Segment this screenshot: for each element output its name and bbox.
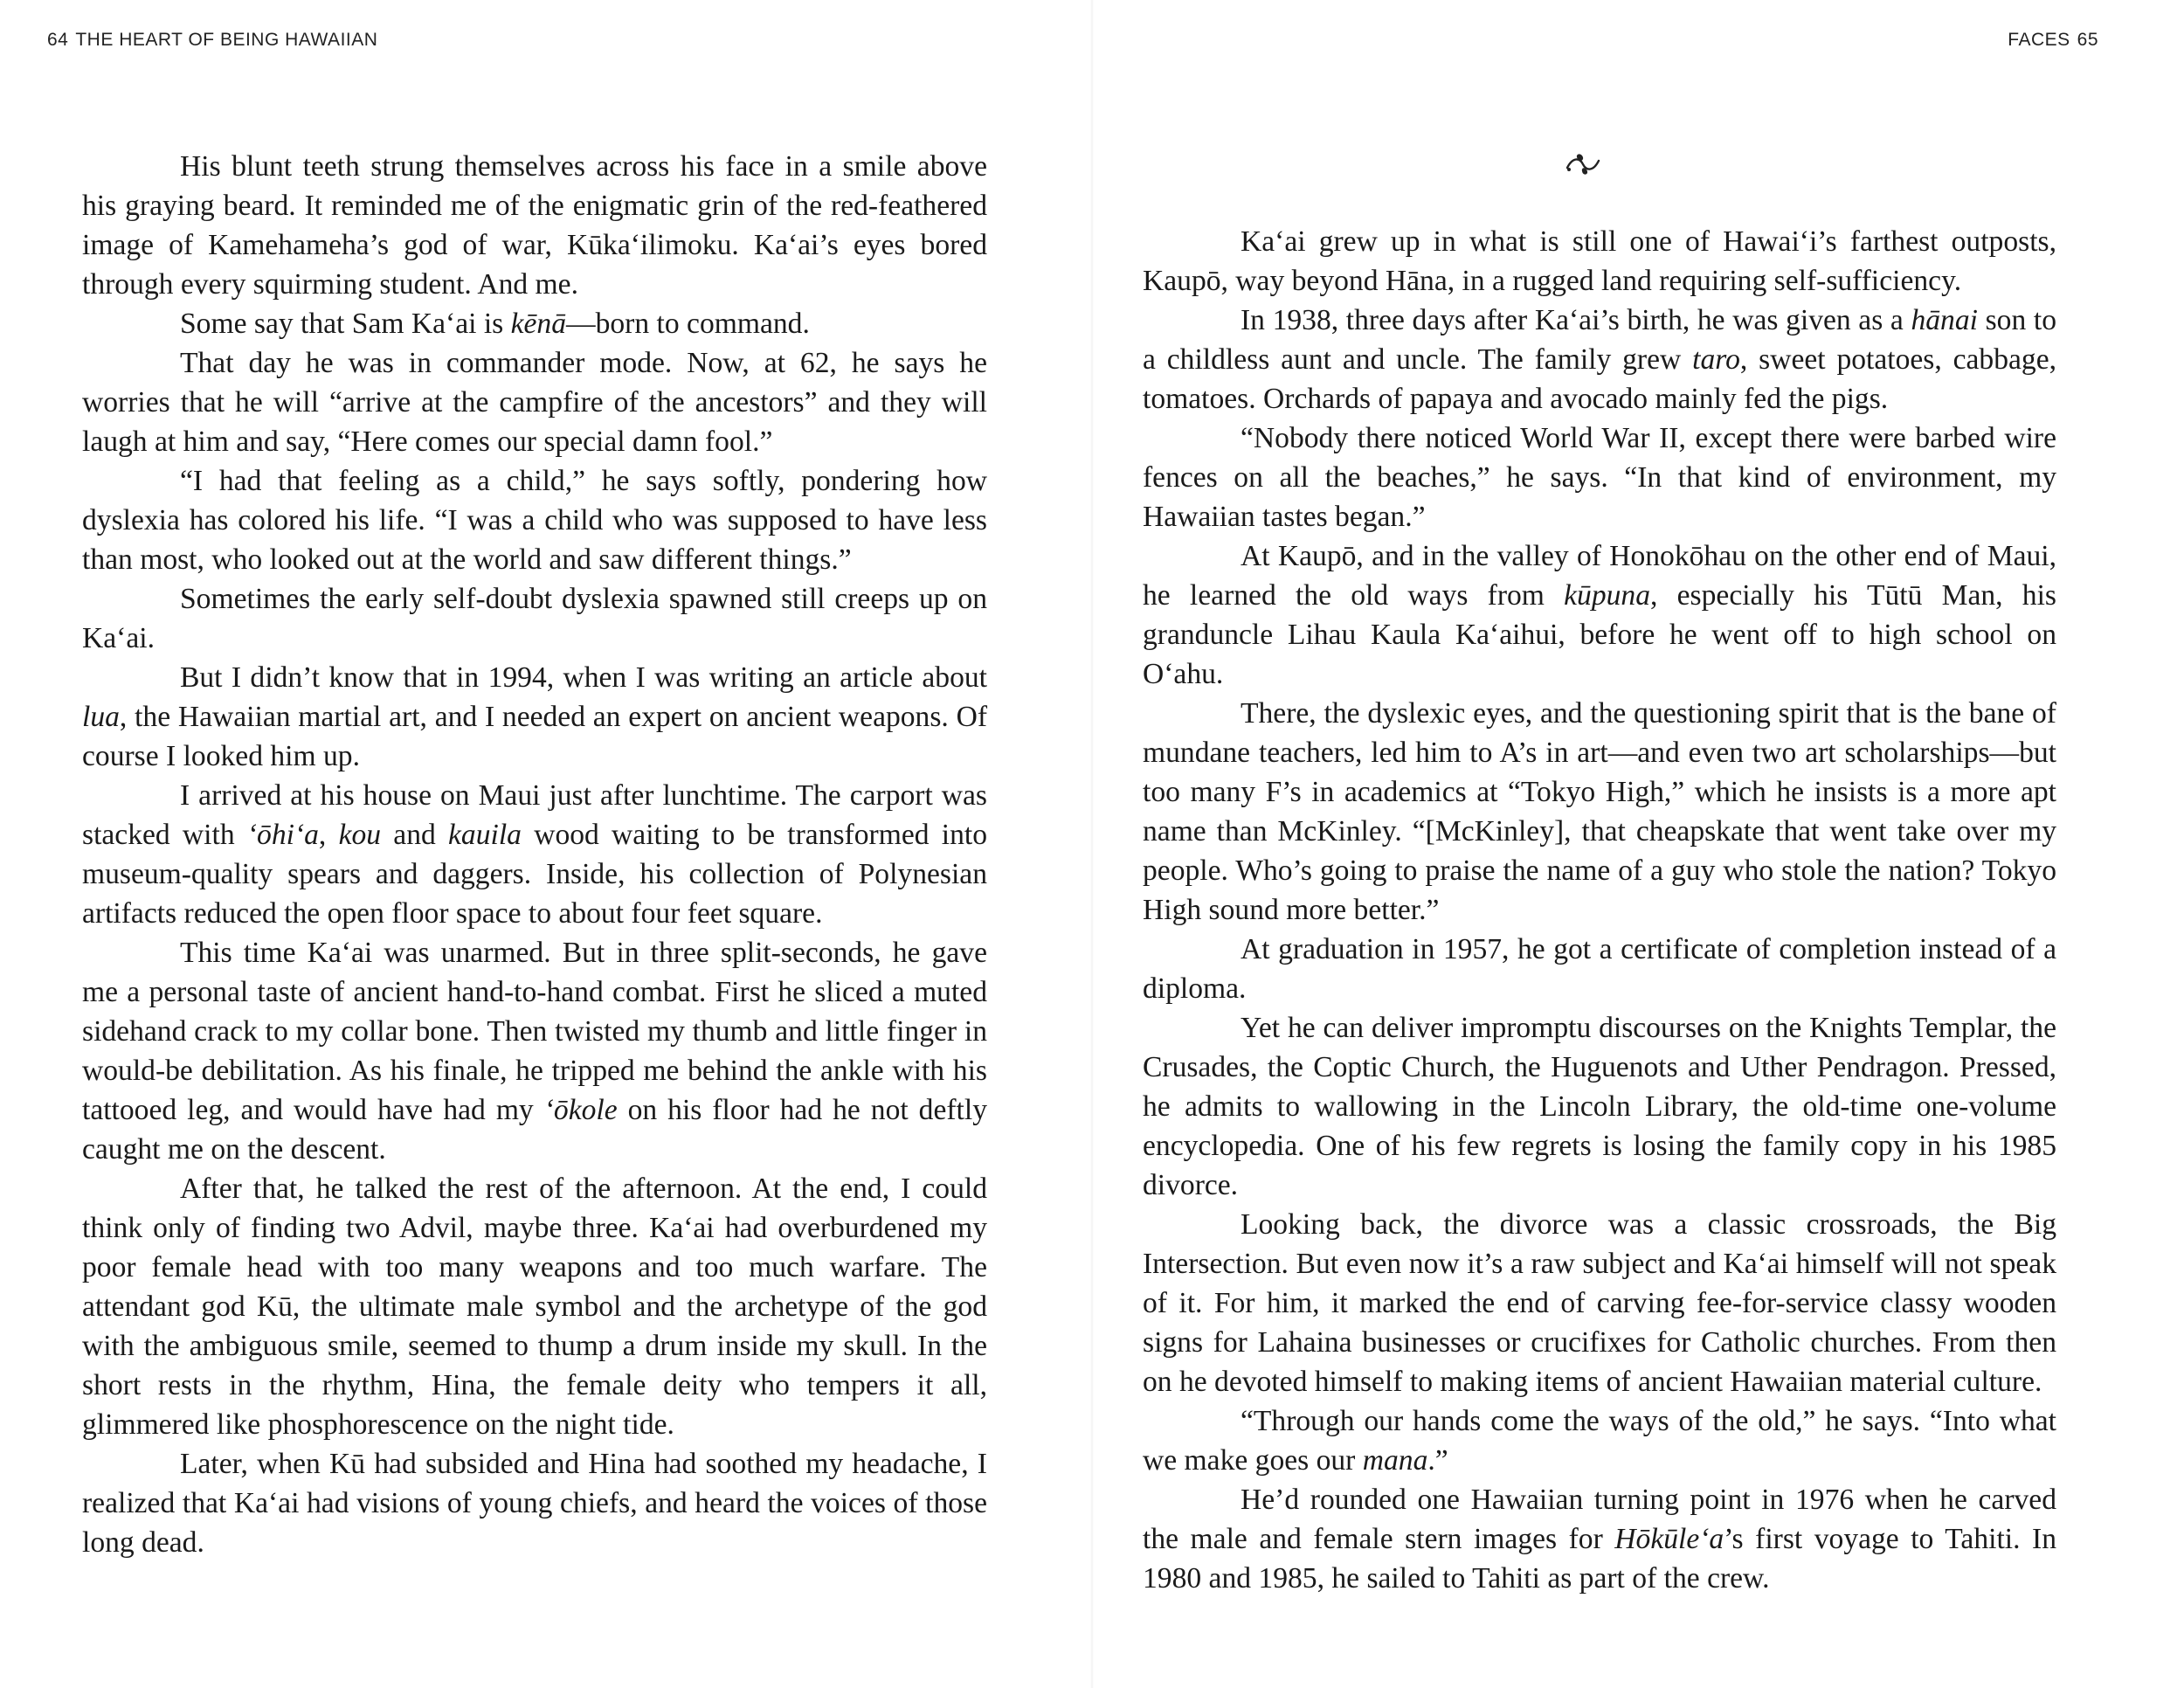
left-page-number: 64 [47, 30, 69, 50]
paragraph [1143, 222, 2056, 301]
paragraph [82, 343, 987, 461]
text-run: , especially his Tūtū Man, his granduncle Lihau Kaula Ka‘aihui, before he went off to high school on O‘ahu. [1143, 579, 2056, 690]
text-run: Looking back, the divorce was a classic crossroads, the Big Intersection. But even now it’s a raw subject and Ka‘ai himself will not speak of it. For him, it marked the end of carving fee-for-service classy wooden signs for Lahaina businesses or crucifixes for Catholic churches. From then on he devoted himself to making items of ancient Hawaiian material culture. [1143, 1208, 2056, 1398]
text-run: son to a childless aunt and uncle. The family grew [1143, 304, 2057, 376]
paragraph [82, 461, 987, 579]
text-run: wood waiting to be transformed into museum-quality spears and daggers. Inside, his collection of Polynesian artifacts reduced the open floor space to about four feet square. [82, 819, 987, 930]
text-run: Ka‘ai grew up in what is still one of Hawai‘i’s farthest outposts, Kaupō, way beyond Hāna, in a rugged land requiring self-sufficiency. [1143, 225, 2056, 297]
text-run: on his floor had he not deftly caught me on the descent. [82, 1094, 987, 1166]
text-run: But I didn’t know that in 1994, when I was writing an article about [180, 661, 987, 694]
italic-term: lua [82, 701, 120, 733]
right-running-head [2008, 30, 2098, 51]
italic-term: ‘ōhi‘a [246, 819, 319, 851]
text-run: This time Ka‘ai was unarmed. But in three split-seconds, he gave me a personal taste of ancient hand-to-hand combat. First he sliced a muted sidehand crack to my collar bone. Then twisted my thumb and little finger in would-be debilitation. As his finale, he tripped me behind the ankle with his tattooed leg, and would have had my [82, 937, 987, 1126]
paragraph [1143, 536, 2056, 694]
italic-term: kēnā [510, 308, 567, 340]
paragraph [82, 1169, 987, 1444]
left-running-head [47, 30, 377, 51]
paragraph [1143, 694, 2056, 930]
text-run: “I had that feeling as a child,” he says softly, pondering how dyslexia has colored his life. “I was a child who was supposed to have less than most, who looked out at the world and saw different things.” [82, 465, 987, 576]
text-run: His blunt teeth strung themselves across his face in a smile above his graying beard. It reminded me of the enigmatic grin of the red-feathered image of Kamehameha’s god of war, Kūka‘ilimoku. Ka‘ai’s eyes bored through every squirming student. And me. [82, 150, 987, 301]
fleuron-icon [1564, 150, 1602, 178]
paragraph [1143, 301, 2056, 419]
text-run: At Kaupō, and in the valley of Honokōhau on the other end of Maui, he learned the old ways from [1143, 540, 2056, 612]
text-run: .” [1427, 1444, 1448, 1477]
italic-term: hānai [1911, 304, 1978, 336]
right-running-title: FACES [2008, 30, 2070, 50]
paragraph [82, 579, 987, 658]
italic-term: kūpuna [1564, 579, 1651, 612]
left-running-title: THE HEART OF BEING HAWAIIAN [75, 30, 378, 50]
paragraph [82, 147, 987, 304]
right-page-number: 65 [2077, 30, 2098, 50]
text-run: In 1938, three days after Ka‘ai’s birth, he was given as a [1241, 304, 1911, 336]
text-run: There, the dyslexic eyes, and the questioning spirit that is the bane of mundane teachers, led him to A’s in art—and even two art scholarships—but too many F’s in academics at “Tokyo High,” which he insists is a more apt name than McKinley. “[McKinley], that cheapskate that went take over my people. Who’s going to praise the name of a guy who stole the nation? Tokyo High sound more better.” [1143, 697, 2056, 926]
text-run: , [318, 819, 339, 851]
italic-term: kauila [448, 819, 522, 851]
text-run: “Nobody there noticed World War II, except there were barbed wire fences on all the beaches,” he says. “In that kind of environment, my Hawaiian tastes began.” [1143, 422, 2056, 533]
paragraph [1143, 419, 2056, 536]
text-run: Yet he can deliver impromptu discourses on the Knights Templar, the Crusades, the Coptic Church, the Huguenots and Uther Pendragon. Pressed, he admits to wallowing in the Lincoln Library, the old-time one-volume encyclopedia. One of his few regrets is losing the family copy in his 1985 divorce. [1143, 1012, 2056, 1201]
paragraph [82, 1444, 987, 1562]
text-run: He’d rounded one Hawaiian turning point in 1976 when he carved the male and female stern images for [1143, 1484, 2056, 1555]
paragraph [82, 658, 987, 776]
italic-term: ‘ōkole [543, 1094, 618, 1126]
text-run: and [381, 819, 449, 851]
italic-term: taro [1692, 343, 1740, 376]
right-page [1092, 0, 2184, 1688]
text-run: , the Hawaiian martial art, and I needed an expert on ancient weapons. Of course I looked him up. [82, 701, 987, 772]
italic-term: Hōkūle‘a [1614, 1523, 1724, 1555]
text-run: —born to command. [566, 308, 810, 340]
paragraph [1143, 1480, 2056, 1598]
paragraph [82, 776, 987, 933]
text-run: Sometimes the early self-doubt dyslexia spawned still creeps up on Ka‘ai. [82, 583, 987, 654]
paragraph [1143, 1401, 2056, 1480]
text-run: ’s first voyage to Tahiti. In 1980 and 1985, he sailed to Tahiti as part of the crew. [1143, 1523, 2056, 1595]
text-run: , sweet potatoes, cabbage, tomatoes. Orchards of papaya and avocado mainly fed the pigs. [1143, 343, 2056, 415]
paragraph [1143, 1205, 2056, 1401]
text-run: “Through our hands come the ways of the old,” he says. “Into what we make goes our [1143, 1405, 2056, 1477]
italic-term: mana [1362, 1444, 1428, 1477]
text-run: Some say that Sam Ka‘ai is [180, 308, 511, 340]
paragraph [82, 304, 987, 343]
italic-term: kou [338, 819, 382, 851]
text-run: Later, when Kū had subsided and Hina had soothed my headache, I realized that Ka‘ai had visions of young chiefs, and heard the voices of those long dead. [82, 1448, 987, 1559]
left-body-text [82, 147, 987, 1562]
text-run: That day he was in commander mode. Now, at 62, he says he worries that he will “arrive at the campfire of the ancestors” and they will laugh at him and say, “Here comes our special damn fool.” [82, 347, 987, 458]
text-run: I arrived at his house on Maui just after lunchtime. The carport was stacked with [82, 779, 987, 851]
right-body-text [1143, 222, 2056, 1598]
text-run: After that, he talked the rest of the afternoon. At the end, I could think only of finding two Advil, maybe three. Ka‘ai had overburdened my poor female head with too many weapons and too much warfare. The attendant god Kū, the ultimate male symbol and the archetype of the god with the ambiguous smile, seemed to thump a drum inside my skull. In the short rests in the rhythm, Hina, the female deity who tempers it all, glimmered like phosphorescence on the night tide. [82, 1173, 987, 1441]
paragraph [1143, 930, 2056, 1008]
paragraph [82, 933, 987, 1169]
text-run: At graduation in 1957, he got a certificate of completion instead of a diploma. [1143, 933, 2056, 1005]
paragraph [1143, 1008, 2056, 1205]
